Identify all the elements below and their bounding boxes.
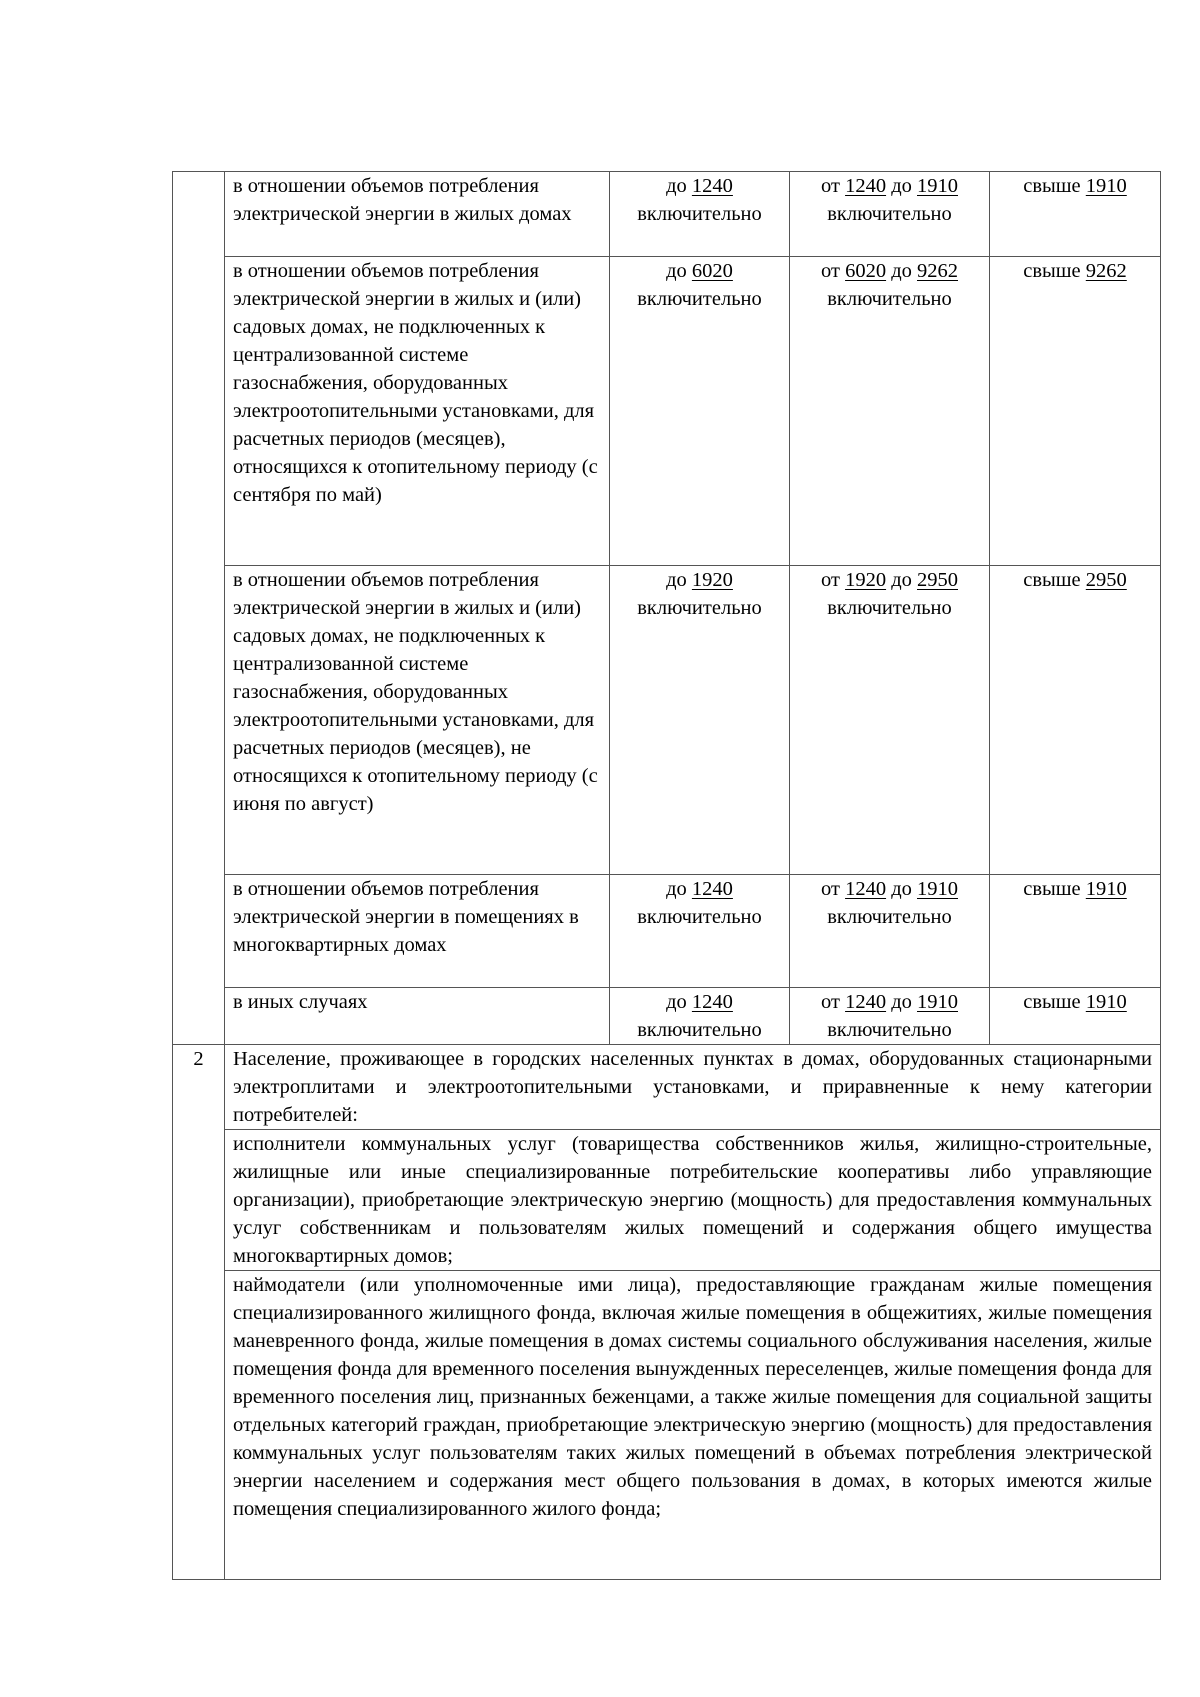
- threshold-high-cell: свыше 1910: [990, 988, 1161, 1045]
- threshold-value: 1910: [917, 991, 958, 1013]
- threshold-mid-cell: от 1240 до 1910 включительно: [790, 988, 990, 1045]
- threshold-value: 1240: [845, 991, 887, 1013]
- threshold-low-cell: до 6020 включительно: [610, 257, 790, 566]
- table-row: [173, 172, 1161, 257]
- threshold-mid-cell: от 1240 до 1910 включительно: [790, 875, 990, 988]
- row-number: 2: [173, 1045, 225, 1580]
- tariff-table: [172, 171, 1161, 1580]
- threshold-high-cell: свыше 2950: [990, 566, 1161, 875]
- section-heading: Население, проживающее в городских населенных пунктах в домах, оборудованных стационарными электроплитами и электроотопительными установками, и приравненные к нему категории потребителей:: [225, 1045, 1161, 1130]
- consumption-category-label: в отношении объемов потребления электрической энергии в жилых и (или) садовых домах, не подключенных к централизованной системе газоснабжения, оборудованных электроотопительными установками, для расчетных периодов (месяцев), относящихся к отопительному периоду (с сентября по май): [225, 257, 610, 566]
- threshold-value: 1920: [691, 569, 733, 591]
- row-number-cell: [173, 172, 225, 1045]
- table-row: [173, 988, 1161, 1045]
- consumption-category-label: в отношении объемов потребления электрической энергии в жилых и (или) садовых домах, не подключенных к централизованной системе газоснабжения, оборудованных электроотопительными установками, для расчетных периодов (месяцев), не относящихся к отопительному периоду (с июня по август): [225, 566, 610, 875]
- threshold-value: 1240: [845, 878, 887, 900]
- threshold-value: 1910: [917, 878, 958, 900]
- threshold-value: 1920: [845, 569, 887, 591]
- threshold-mid-cell: от 6020 до 9262 включительно: [790, 257, 990, 566]
- threshold-value: 1240: [691, 991, 733, 1013]
- threshold-value: 1240: [691, 175, 733, 197]
- threshold-high-cell: свыше 1910: [990, 875, 1161, 988]
- consumption-category-label: в отношении объемов потребления электрической энергии в помещениях в многоквартирных домах: [225, 875, 610, 988]
- threshold-value: 1240: [691, 878, 733, 900]
- consumption-category-label: в иных случаях: [225, 988, 610, 1045]
- threshold-low-cell: до 1920 включительно: [610, 566, 790, 875]
- threshold-low-cell: до 1240 включительно: [610, 172, 790, 257]
- threshold-value: 2950: [1085, 569, 1127, 591]
- threshold-mid-cell: от 1920 до 2950 включительно: [790, 566, 990, 875]
- threshold-low-cell: до 1240 включительно: [610, 875, 790, 988]
- threshold-value: 6020: [691, 260, 733, 282]
- table-row: [173, 1130, 1161, 1271]
- threshold-low-cell: до 1240 включительно: [610, 988, 790, 1045]
- consumer-category-item: наймодатели (или уполномоченные ими лица), предоставляющие гражданам жилые помещения специализированного жилищного фонда, включая жилые помещения в общежитиях, жилые помещения маневренного фонда, жилые помещения в домах системы социального обслуживания населения, жилые помещения фонда для временного поселения вынужденных переселенцев, жилые помещения фонда для временного поселения лиц, признанных беженцами, а также жилые помещения для социальной защиты отдельных категорий граждан, приобретающие электрическую энергию (мощность) для предоставления коммунальных услуг пользователям таких жилых помещений в объемах потребления электрической энергии населением и содержания мест общего пользования в домах, в которых имеются жилые помещения специализированного жилого фонда;: [225, 1271, 1161, 1580]
- threshold-high-cell: свыше 1910: [990, 172, 1161, 257]
- threshold-value: 1910: [1085, 175, 1127, 197]
- consumption-category-label: в отношении объемов потребления электрической энергии в жилых домах: [225, 172, 610, 257]
- table-row: [173, 875, 1161, 988]
- table-row: [173, 1045, 1161, 1130]
- threshold-value: 1240: [845, 175, 887, 197]
- threshold-value: 9262: [917, 260, 958, 282]
- threshold-value: 9262: [1085, 260, 1127, 282]
- threshold-value: 2950: [917, 569, 958, 591]
- table-row: [173, 257, 1161, 566]
- threshold-value: 6020: [845, 260, 887, 282]
- threshold-high-cell: свыше 9262: [990, 257, 1161, 566]
- threshold-value: 1910: [1085, 878, 1127, 900]
- table-row: [173, 566, 1161, 875]
- threshold-mid-cell: от 1240 до 1910 включительно: [790, 172, 990, 257]
- threshold-value: 1910: [917, 175, 958, 197]
- table-row: [173, 1271, 1161, 1580]
- consumer-category-item: исполнители коммунальных услуг (товарищества собственников жилья, жилищно-строительные, жилищные или иные специализированные потребительские кооперативы либо управляющие организации), приобретающие электрическую энергию (мощность) для предоставления коммунальных услуг собственникам и пользователям жилых помещений и содержания общего имущества многоквартирных домов;: [225, 1130, 1161, 1271]
- threshold-value: 1910: [1085, 991, 1127, 1013]
